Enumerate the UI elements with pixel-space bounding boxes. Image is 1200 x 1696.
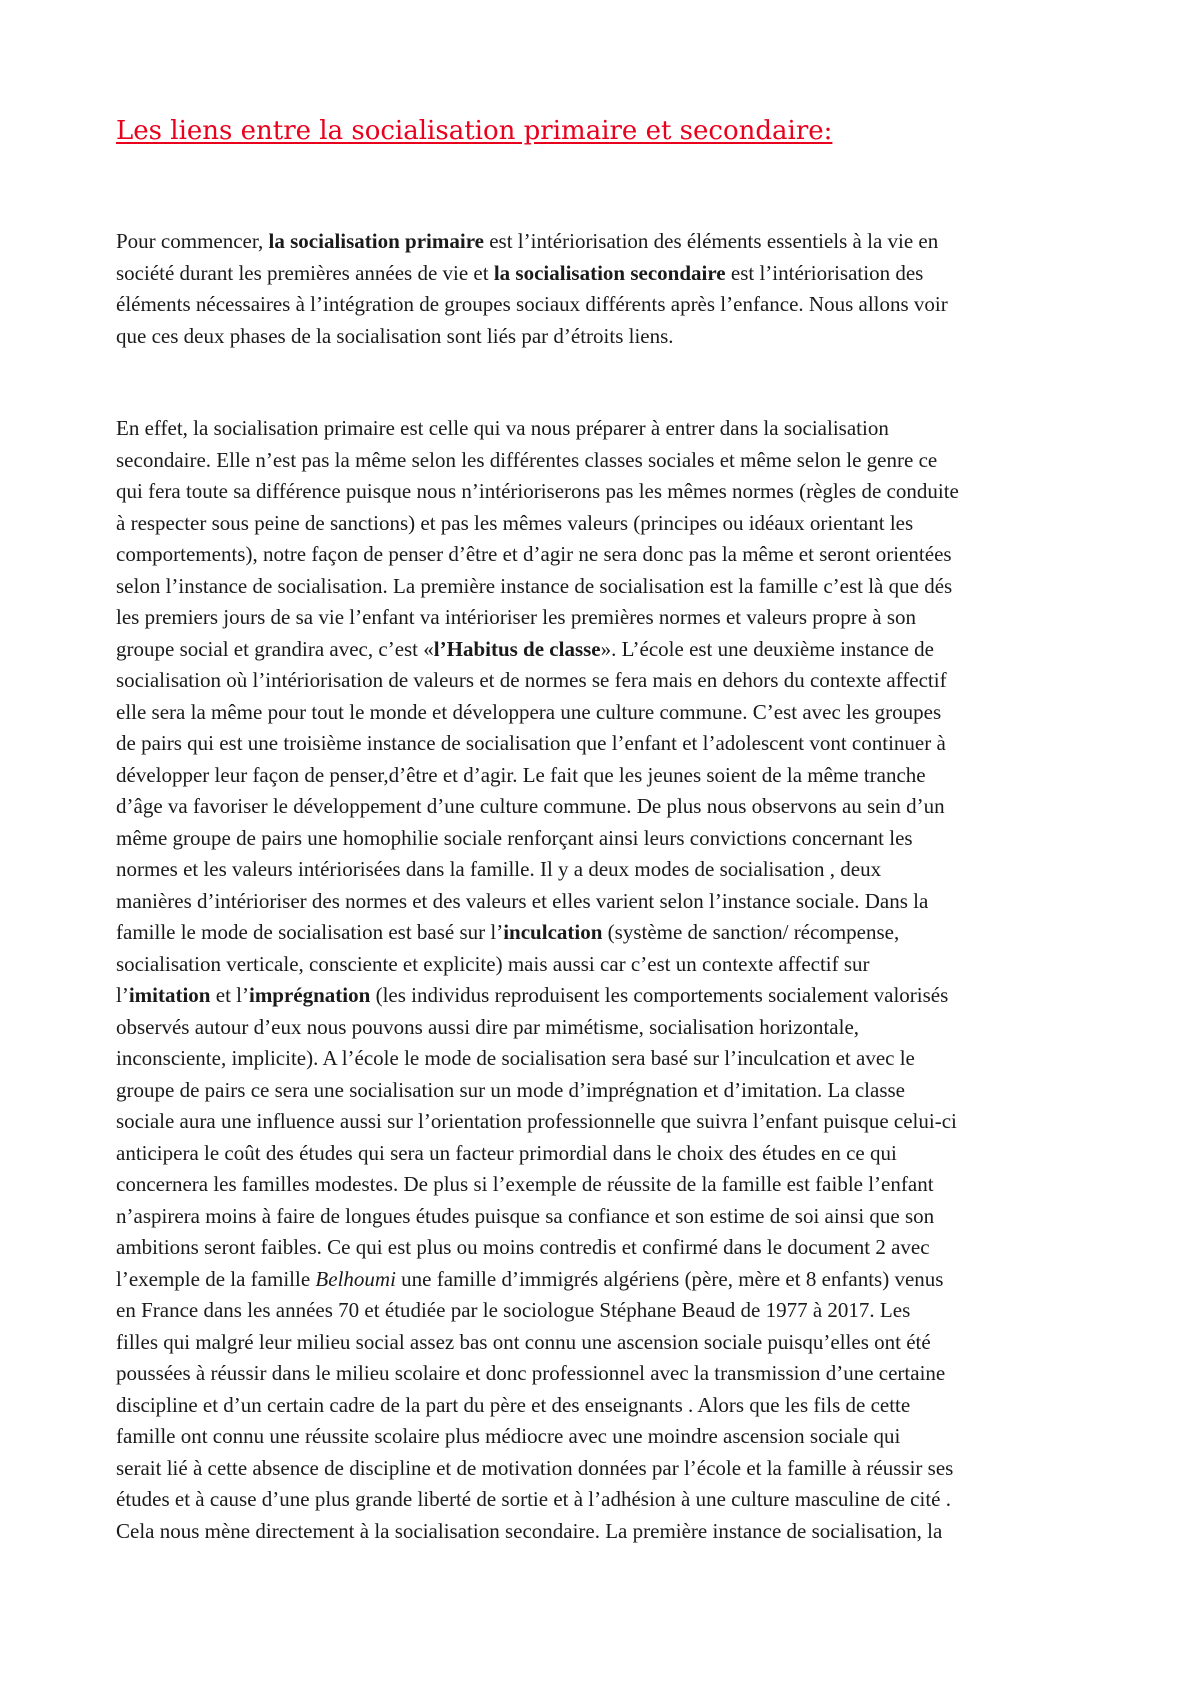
text-run: une famille d’immigrés algériens (père, mère et 8 enfants) venus	[395, 1266, 944, 1291]
bold-term: l’Habitus de classe	[433, 636, 601, 661]
text-line	[116, 1295, 1106, 1327]
text-run: groupe social et grandira avec, c’est «	[116, 636, 434, 661]
text-line	[116, 728, 1106, 760]
bold-term: la socialisation primaire	[268, 229, 484, 253]
text-line	[116, 1421, 1106, 1453]
text-run: poussées à réussir dans le milieu scolaire et donc professionnel avec la transmission d’une certaine	[116, 1361, 946, 1385]
text-run: même groupe de pairs une homophilie sociale renforçant ainsi leurs convictions concernant les	[116, 825, 913, 850]
text-run: secondaire. Elle n’est pas la même selon les différentes classes sociales et même selon le genre ce	[116, 447, 938, 472]
text-run: Pour commencer,	[116, 229, 269, 253]
bold-term: imitation	[128, 983, 211, 1007]
text-run: que ces deux phases de la socialisation sont liés par d’étroits liens.	[116, 323, 674, 348]
text-run: en France dans les années 70 et étudiée par le sociologue Stéphane Beaud de 1977 à 2017. Les	[116, 1298, 911, 1322]
text-run: est l’intériorisation des	[725, 260, 924, 285]
text-run: ». L’école est une deuxième instance de	[600, 636, 934, 661]
text-run: En effet, la socialisation primaire est celle qui va nous préparer à entrer dans la socialisation	[116, 416, 889, 440]
text-line	[116, 854, 1106, 886]
text-run: famille ont connu une réussite scolaire plus médiocre avec une moindre ascension sociale qui	[116, 1424, 901, 1448]
text-line	[116, 697, 1106, 729]
text-run: manières d’intérioriser des normes et des valeurs et elles varient selon l’instance sociale. Dans la	[116, 888, 929, 913]
text-run: société durant les premières années de vie et	[116, 260, 494, 285]
text-run: est l’intériorisation des éléments essentiels à la vie en	[483, 229, 939, 253]
text-line	[116, 445, 1106, 477]
text-line	[116, 476, 1106, 508]
text-run: observés autour d’eux nous pouvons aussi dire par mimétisme, socialisation horizontale,	[116, 1014, 860, 1039]
text-line	[116, 823, 1106, 855]
text-run: anticipera le coût des études qui sera un facteur primordial dans le choix des études en ce qui	[116, 1140, 897, 1165]
text-line	[116, 1138, 1106, 1170]
text-run: l’exemple de la famille	[116, 1266, 316, 1291]
text-run: à respecter sous peine de sanctions) et pas les mêmes valeurs (principes ou idéaux orientant les	[116, 510, 914, 535]
text-line	[116, 413, 1106, 445]
text-line	[116, 949, 1106, 981]
paragraph-intro	[116, 226, 1106, 352]
text-line	[116, 1232, 1106, 1264]
text-line	[116, 1043, 1106, 1075]
text-line	[116, 1453, 1106, 1485]
text-line	[116, 289, 1106, 321]
text-run: normes et les valeurs intériorisées dans la famille. Il y a deux modes de socialisation , deux	[116, 857, 882, 881]
text-line	[116, 665, 1106, 697]
text-run: et l’	[210, 983, 249, 1007]
text-line	[116, 1516, 1106, 1548]
text-run: études et à cause d’une plus grande liberté de sortie et à l’adhésion à une culture masculine de cité .	[116, 1487, 951, 1511]
text-run: socialisation où l’intériorisation de valeurs et de normes se fera mais en dehors du contexte affectif	[116, 668, 947, 692]
text-run: ambitions seront faibles. Ce qui est plus ou moins contredis et confirmé dans le document 2 avec	[116, 1235, 930, 1259]
text-line	[116, 258, 1106, 290]
text-line	[116, 571, 1106, 603]
text-line	[116, 791, 1106, 823]
text-line	[116, 1106, 1106, 1138]
text-run: les premiers jours de sa vie l’enfant va intérioriser les premières normes et valeurs propre à son	[116, 605, 917, 629]
text-line	[116, 539, 1106, 571]
text-run: éléments nécessaires à l’intégration de groupes sociaux différents après l’enfance. Nous allons voir	[116, 292, 948, 316]
text-run: (système de sanction/ récompense,	[602, 920, 900, 944]
text-run: l’	[116, 983, 129, 1007]
text-run: elle sera la même pour tout le monde et développera une culture commune. C’est avec les groupes	[116, 699, 942, 724]
text-run: famille le mode de socialisation est basé sur l’	[116, 920, 504, 944]
text-run: selon l’instance de socialisation. La première instance de socialisation est la famille c’est là que dés	[116, 573, 953, 598]
text-run: groupe de pairs ce sera une socialisation sur un mode d’imprégnation et d’imitation. La classe	[116, 1077, 906, 1102]
text-line	[116, 321, 1106, 353]
text-run: concernera les familles modestes. De plus si l’exemple de réussite de la famille est faible l’enfant	[116, 1172, 934, 1196]
paragraph-body	[116, 413, 1106, 1547]
text-run: discipline et d’un certain cadre de la part du père et des enseignants . Alors que les fils de cette	[116, 1392, 911, 1417]
text-run: filles qui malgré leur milieu social assez bas ont connu une ascension sociale puisqu’elles ont été	[116, 1329, 931, 1354]
text-line	[116, 634, 1106, 666]
text-run: inconsciente, implicite). A l’école le mode de socialisation sera basé sur l’inculcation et avec le	[116, 1046, 915, 1070]
text-line	[116, 886, 1106, 918]
bold-term: inculcation	[503, 920, 603, 944]
text-line	[116, 1201, 1106, 1233]
text-run: qui fera toute sa différence puisque nous n’intérioriserons pas les mêmes normes (règles de conduite	[116, 479, 959, 503]
bold-term: imprégnation	[248, 983, 371, 1007]
text-run: d’âge va favoriser le développement d’une culture commune. De plus nous observons au sein d’un	[116, 794, 945, 818]
text-line	[116, 602, 1106, 634]
text-run: comportements), notre façon de penser d’être et d’agir ne sera donc pas la même et seront orientées	[116, 542, 952, 566]
text-line	[116, 1358, 1106, 1390]
text-line	[116, 226, 1106, 258]
text-run: serait lié à cette absence de discipline et de motivation données par l’école et la famille à réussir ses	[116, 1455, 954, 1480]
text-line	[116, 1390, 1106, 1422]
text-run: de pairs qui est une troisième instance de socialisation que l’enfant et l’adolescent vont continuer à	[116, 731, 946, 755]
text-line	[116, 1012, 1106, 1044]
document-title: Les liens entre la socialisation primaire et secondaire:	[116, 116, 833, 146]
text-line	[116, 760, 1106, 792]
text-line	[116, 508, 1106, 540]
text-line	[116, 1327, 1106, 1359]
text-line	[116, 1169, 1106, 1201]
italic-term: Belhoumi	[315, 1266, 396, 1291]
text-run: développer leur façon de penser,d’être et d’agir. Le fait que les jeunes soient de la même tranche	[116, 762, 926, 787]
text-line	[116, 980, 1106, 1012]
text-run: n’aspirera moins à faire de longues études puisque sa confiance et son estime de soi ainsi que son	[116, 1203, 935, 1228]
text-run: sociale aura une influence aussi sur l’orientation professionnelle que suivra l’enfant puisque celui-ci	[116, 1109, 957, 1133]
text-run: (les individus reproduisent les comportements socialement valorisés	[370, 983, 949, 1007]
text-run: socialisation verticale, consciente et explicite) mais aussi car c’est un contexte affectif sur	[116, 951, 870, 976]
text-line	[116, 917, 1106, 949]
text-line	[116, 1484, 1106, 1516]
text-run: Cela nous mène directement à la socialisation secondaire. La première instance de socialisation, la	[116, 1518, 943, 1543]
text-line	[116, 1075, 1106, 1107]
text-line	[116, 1264, 1106, 1296]
bold-term: la socialisation secondaire	[493, 260, 726, 285]
